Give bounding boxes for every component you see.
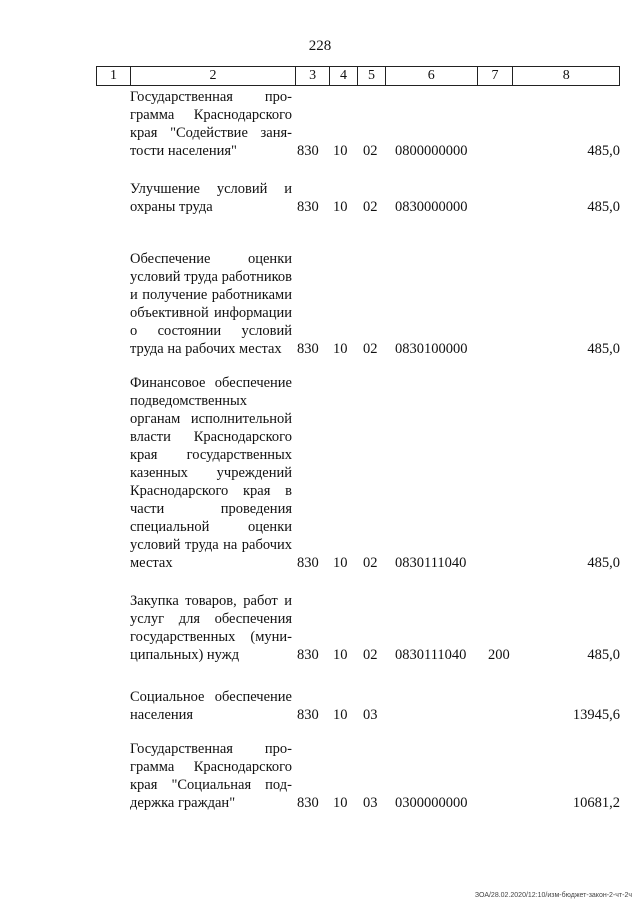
row-ministry-code: 830 bbox=[297, 795, 319, 811]
row-subsection-code: 02 bbox=[363, 199, 378, 215]
row-name: Улучшение условий и охраны труда bbox=[130, 181, 292, 215]
table-row bbox=[130, 234, 620, 358]
row-ministry-code: 830 bbox=[297, 707, 319, 723]
row-expense-type: 200 bbox=[488, 647, 510, 663]
row-amount: 485,0 bbox=[587, 647, 620, 663]
row-amount: 13945,6 bbox=[572, 707, 620, 723]
row-name: Государственная программа Краснодарского края "Социальная поддержка граждан" bbox=[130, 741, 292, 811]
header-col-1: 1 bbox=[97, 67, 131, 85]
row-subsection-code: 02 bbox=[363, 555, 378, 571]
row-name: Закупка товаров, работ и услуг для обеспечения государственных (муниципальных) нужд bbox=[130, 593, 292, 663]
row-amount: 485,0 bbox=[587, 555, 620, 571]
table-header-row bbox=[96, 66, 620, 86]
row-subsection-code: 02 bbox=[363, 143, 378, 159]
row-subsection-code: 02 bbox=[363, 341, 378, 357]
row-name: Государственная программа Краснодарского края "Содействие занятости населения" bbox=[130, 89, 292, 159]
row-section-code: 10 bbox=[333, 555, 348, 571]
row-amount: 10681,2 bbox=[572, 795, 620, 811]
row-ministry-code: 830 bbox=[297, 143, 319, 159]
row-amount: 485,0 bbox=[587, 199, 620, 215]
row-target-code: 0300000000 bbox=[395, 795, 468, 811]
row-amount: 485,0 bbox=[587, 143, 620, 159]
row-ministry-code: 830 bbox=[297, 555, 319, 571]
header-col-5: 5 bbox=[358, 67, 386, 85]
row-ministry-code: 830 bbox=[297, 199, 319, 215]
document-footer-stamp: ЗОА/28.02.2020/12:10/изм-бюджет-закон-2-чт-2ч bbox=[474, 892, 632, 899]
row-name: Социальное обеспечение населения bbox=[130, 689, 292, 723]
table-row bbox=[130, 88, 620, 160]
row-target-code: 0830111040 bbox=[395, 555, 467, 571]
row-section-code: 10 bbox=[333, 647, 348, 663]
table-row bbox=[130, 176, 620, 216]
table-row bbox=[130, 684, 620, 724]
row-amount: 485,0 bbox=[587, 341, 620, 357]
row-target-code: 0800000000 bbox=[395, 143, 468, 159]
row-ministry-code: 830 bbox=[297, 341, 319, 357]
header-col-2: 2 bbox=[131, 67, 296, 85]
row-section-code: 10 bbox=[333, 707, 348, 723]
row-section-code: 10 bbox=[333, 143, 348, 159]
table-row bbox=[130, 740, 620, 812]
row-target-code: 0830100000 bbox=[395, 341, 468, 357]
row-name: Финансовое обеспечение подведомственных органам исполнительной власти Краснодарского края государственных казенных учреждений Краснодарского края в части проведения специальной оценки условий труда на рабочих местах bbox=[130, 375, 292, 571]
header-col-8: 8 bbox=[562, 68, 570, 83]
row-subsection-code: 03 bbox=[363, 707, 378, 723]
table-row bbox=[130, 376, 620, 572]
row-target-code: 0830111040 bbox=[395, 647, 467, 663]
table-row bbox=[130, 592, 620, 664]
row-section-code: 10 bbox=[333, 795, 348, 811]
header-col-3: 3 bbox=[296, 67, 330, 85]
row-section-code: 10 bbox=[333, 341, 348, 357]
row-name: Обеспечение оценки условий труда работников и получение работниками объективной информации о состоянии условий труда на рабочих местах bbox=[130, 251, 292, 357]
row-subsection-code: 02 bbox=[363, 647, 378, 663]
row-ministry-code: 830 bbox=[297, 647, 319, 663]
header-col-6: 6 bbox=[386, 67, 478, 85]
row-subsection-code: 03 bbox=[363, 795, 378, 811]
row-target-code: 0830000000 bbox=[395, 199, 468, 215]
row-section-code: 10 bbox=[333, 199, 348, 215]
header-col-7: 7 bbox=[478, 67, 514, 85]
header-col-4: 4 bbox=[330, 67, 358, 85]
page-number: 228 bbox=[308, 38, 332, 54]
